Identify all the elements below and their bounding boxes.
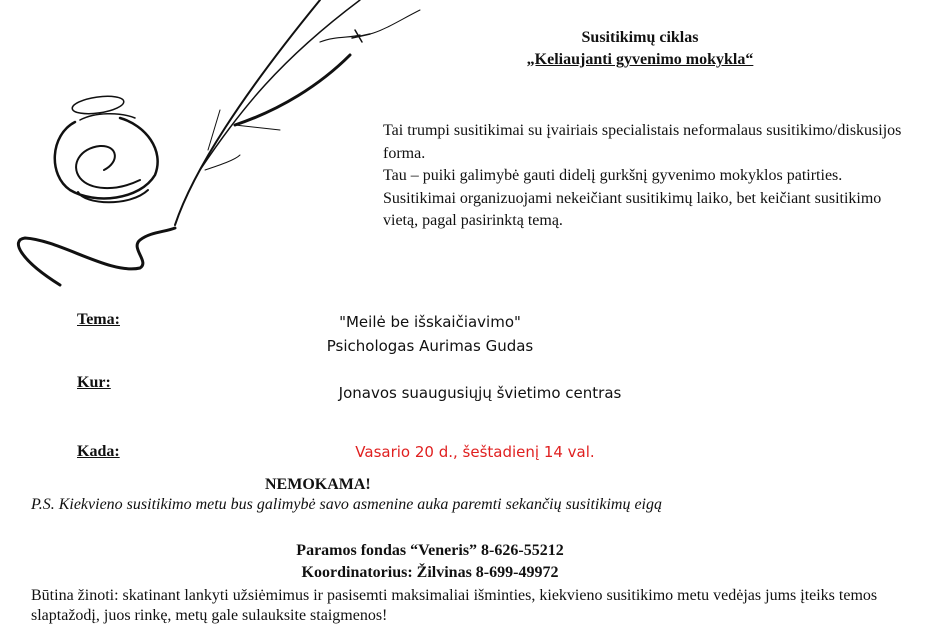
topic-title: "Meilė be išskaičiavimo" — [339, 313, 521, 331]
series-title: Susitikimų ciklas — [581, 29, 699, 46]
where-value: Jonavos suaugusiųjų švietimo centras — [338, 384, 622, 402]
topic-speaker: Psichologas Aurimas Gudas — [326, 337, 534, 355]
intro-text — [383, 120, 903, 233]
contacts-block — [240, 540, 620, 584]
coordinator-contact: Koordinatorius: Žilvinas 8-699-49972 — [301, 564, 559, 581]
title-block — [460, 27, 820, 71]
fund-contact: Paramos fondas “Veneris” 8-626-55212 — [296, 542, 564, 559]
intro-paragraph: Tai trumpi susitikimai su įvairiais specialistais neformalaus susitikimo/diskusijos forma. — [383, 122, 902, 162]
intro-paragraph: Tau – puiki galimybė gauti didelį gurkšnį gyvenimo mokyklos patirties. — [383, 167, 843, 184]
note-text: Būtina žinoti: skatinant lankyti užsiėmimus ir pasisemti maksimaliai išminties, kiekvieno susitikimo metu vedėjas jums įteiks temos slaptažodį, juos rinkę, metų gale sulauksite staigmenos! — [31, 587, 878, 624]
intro-paragraph: Susitikimai organizuojami nekeičiant susitikimų laiko, bet keičiant susitikimo vietą, pagal pasirinktą temą. — [383, 189, 882, 229]
when-value: Vasario 20 d., šeštadienį 14 val. — [355, 443, 595, 461]
series-subtitle: „Keliaujanti gyvenimo mokykla“ — [526, 51, 754, 68]
free-label: NEMOKAMA! — [265, 476, 371, 493]
quill-and-inkpot-illustration — [0, 0, 440, 300]
ps-text: P.S. Kiekvieno susitikimo metu bus galimybė savo asmenine auka paremti sekančių susitikimų eigą — [31, 496, 662, 513]
where-label: Kur: — [77, 374, 111, 391]
when-label: Kada: — [77, 443, 120, 460]
topic-label: Tema: — [77, 311, 120, 328]
